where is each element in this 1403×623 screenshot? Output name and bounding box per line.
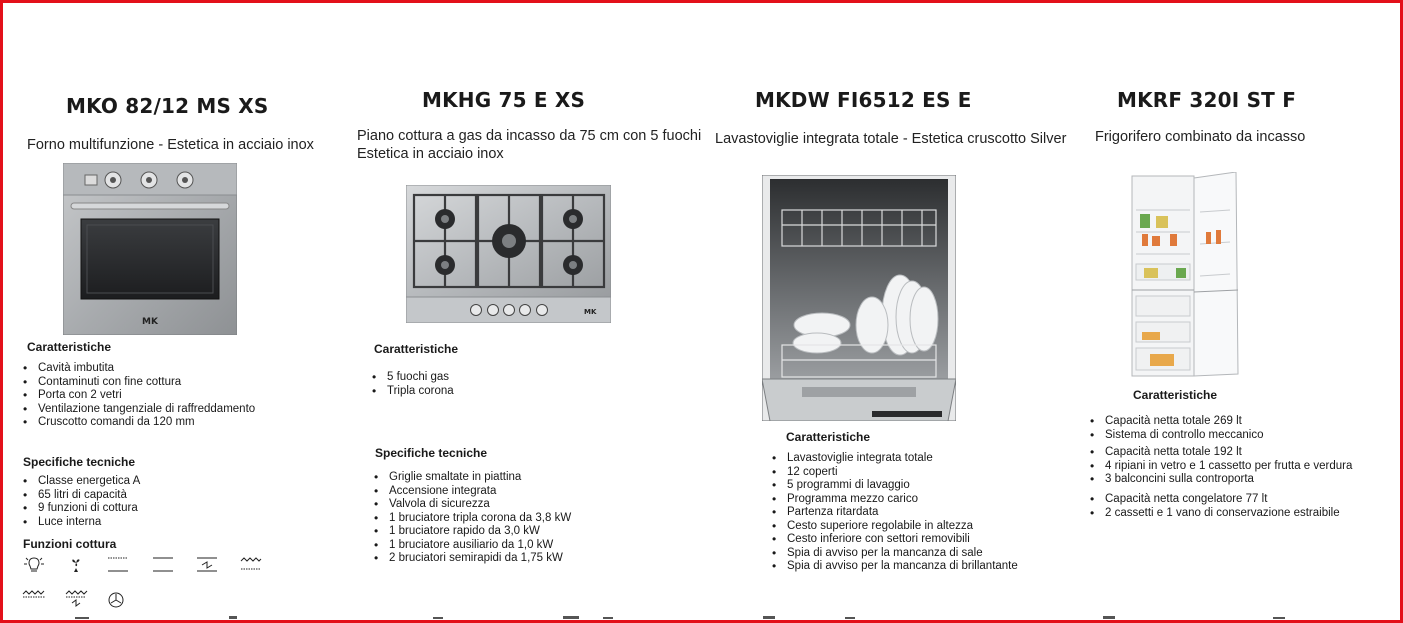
svg-text:MK: MK: [584, 308, 597, 316]
list-item: • 5 programmi di lavaggio: [772, 479, 1018, 493]
list-item: • Partenza ritardata: [772, 506, 1018, 520]
oven-icon: [63, 163, 237, 335]
specs-list: [374, 471, 571, 566]
fan-grill-icon: [63, 589, 89, 609]
svg-text:MK: MK: [142, 317, 158, 327]
list-item: • 9 funzioni di cottura: [23, 502, 140, 516]
list-item: • Tripla corona: [372, 385, 454, 399]
product-description-line-1: Piano cottura a gas da incasso da 75 cm con 5 fuochi: [357, 128, 702, 144]
features-group-2: [1090, 446, 1352, 487]
product-model: MKHG 75 E XS: [422, 88, 586, 112]
product-description-line-2: Estetica in acciaio inox: [357, 146, 504, 162]
features-heading: Caratteristiche: [374, 342, 459, 356]
features-heading: Caratteristiche: [1133, 388, 1218, 402]
product-model: MKDW FI6512 ES E: [755, 88, 972, 112]
top-bottom-heat-icon: [150, 555, 176, 575]
list-item: • Contaminuti con fine cottura: [23, 376, 255, 390]
defrost-fan-icon: [63, 555, 89, 575]
specs-list: [23, 475, 140, 529]
list-item: • Classe energetica A: [23, 475, 140, 489]
product-model: MKO 82/12 MS XS: [66, 94, 269, 118]
list-item: • Capacità netta congelatore 77 lt: [1090, 493, 1340, 507]
bottom-heat-icon: [105, 555, 131, 575]
list-item: • Cavità imbutita: [23, 362, 255, 376]
product-description: Lavastoviglie integrata totale - Estetica cruscotto Silver: [715, 131, 1067, 147]
features-group-1: [1090, 415, 1264, 442]
list-item: • Spia di avviso per la mancanza di sale: [772, 547, 1018, 561]
list-item: • Ventilazione tangenziale di raffreddamento: [23, 403, 255, 417]
list-item: • Programma mezzo carico: [772, 493, 1018, 507]
list-item: • Accensione integrata: [374, 485, 571, 499]
list-item: • 65 litri di capacità: [23, 489, 140, 503]
list-item: • Spia di avviso per la mancanza di brillantante: [772, 560, 1018, 574]
grill-icon: [238, 555, 264, 575]
list-item: • 12 coperti: [772, 466, 1018, 480]
list-item: • 2 cassetti e 1 vano di conservazione estraibile: [1090, 507, 1340, 521]
list-item: • Capacità netta totale 192 lt: [1090, 446, 1352, 460]
list-item: • 1 bruciatore tripla corona da 3,8 kW: [374, 512, 571, 526]
features-list: [772, 452, 1018, 574]
list-item: • Cesto superiore regolabile in altezza: [772, 520, 1018, 534]
product-description: Frigorifero combinato da incasso: [1095, 129, 1306, 145]
list-item: • 1 bruciatore ausiliario da 1,0 kW: [374, 539, 571, 553]
features-group-3: [1090, 493, 1340, 520]
lamp-icon: [21, 555, 47, 575]
list-item: • 4 ripiani in vetro e 1 cassetto per frutta e verdura: [1090, 460, 1352, 474]
product-description: Forno multifunzione - Estetica in acciaio inox: [27, 137, 314, 153]
list-item: • Cruscotto comandi da 120 mm: [23, 416, 255, 430]
list-item: • Sistema di controllo meccanico: [1090, 429, 1264, 443]
gas-hob-icon: [406, 185, 611, 323]
list-item: • Valvola di sicurezza: [374, 498, 571, 512]
fan-assisted-icon: [194, 555, 220, 575]
list-item: • 3 balconcini sulla controporta: [1090, 473, 1352, 487]
features-heading: Caratteristiche: [27, 340, 112, 354]
functions-heading: Funzioni cottura: [23, 537, 117, 551]
features-list: [372, 371, 454, 398]
list-item: • Luce interna: [23, 516, 140, 530]
cropped-text-strip: [3, 614, 1400, 620]
dishwasher-icon: [762, 175, 956, 421]
list-item: • 5 fuochi gas: [372, 371, 454, 385]
list-item: • 1 bruciatore rapido da 3,0 kW: [374, 525, 571, 539]
specs-heading: Specifiche tecniche: [23, 455, 136, 469]
list-item: • Porta con 2 vetri: [23, 389, 255, 403]
list-item: • Capacità netta totale 269 lt: [1090, 415, 1264, 429]
list-item: • Griglie smaltate in piattina: [374, 471, 571, 485]
full-grill-icon: [21, 589, 47, 609]
list-item: • 2 bruciatori semirapidi da 1,75 kW: [374, 552, 571, 566]
product-model: MKRF 320I ST F: [1117, 88, 1297, 112]
list-item: • Cesto inferiore con settori removibili: [772, 533, 1018, 547]
features-heading: Caratteristiche: [786, 430, 871, 444]
features-list: [23, 362, 255, 430]
fan-icon: [105, 589, 131, 609]
list-item: • Lavastoviglie integrata totale: [772, 452, 1018, 466]
specs-heading: Specifiche tecniche: [375, 446, 488, 460]
fridge-icon: [1130, 172, 1242, 378]
